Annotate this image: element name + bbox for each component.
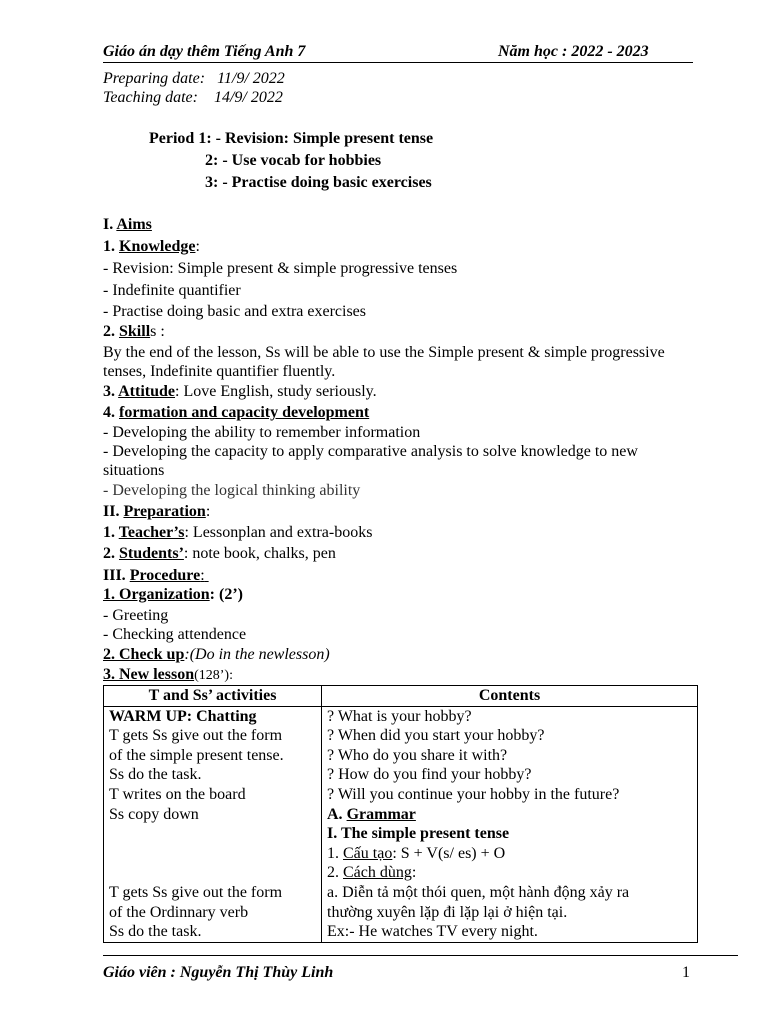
- activity-line: T gets Ss give out the form: [109, 883, 283, 901]
- header-right: Năm học : 2022 - 2023: [498, 43, 649, 60]
- formation-item: situations: [103, 462, 165, 479]
- spacer: [109, 863, 321, 883]
- formation-item: - Developing the capacity to apply comparative analysis to solve knowledge to new: [103, 443, 638, 460]
- skills-heading: 2. Skills :: [103, 323, 165, 340]
- table-row: [104, 706, 698, 942]
- period-line-3: 3: - Practise doing basic exercises: [205, 174, 432, 191]
- tense-heading: I. The simple present tense: [327, 825, 510, 843]
- knowledge-item: - Practise doing basic and extra exercises: [103, 303, 367, 320]
- organization-title: 1. Organization: [103, 586, 210, 603]
- footer-teacher: Giáo viên : Nguyễn Thị Thùy Linh: [103, 964, 334, 981]
- grammar-heading: A. Grammar: [327, 805, 416, 823]
- page-number: 1: [682, 964, 690, 981]
- teaching-value: 14/9/ 2022: [213, 89, 283, 106]
- knowledge-item: - Indefinite quantifier: [103, 282, 241, 299]
- use-description-line: thường xuyên lặp đi lặp lại ở hiện tại.: [327, 903, 568, 921]
- col-contents-header: Contents: [322, 686, 698, 707]
- activity-line: T writes on the board: [109, 785, 246, 803]
- spacer: [109, 844, 321, 864]
- activity-line: of the Ordinnary verb: [109, 903, 249, 921]
- question-line: ? What is your hobby?: [327, 707, 472, 725]
- knowledge-heading: 1. Knowledge:: [103, 238, 200, 255]
- question-line: ? How do you find your hobby?: [327, 766, 532, 784]
- preparing-date: [103, 70, 285, 88]
- checkup-title: 2. Check up: [103, 646, 185, 663]
- preparation-title: Preparation: [123, 503, 206, 520]
- activity-line: Ss do the task.: [109, 923, 202, 941]
- header-rule: [103, 62, 693, 63]
- use-line: 2. Cách dùng:: [327, 864, 417, 882]
- spacer: [109, 824, 321, 844]
- organization-item: - Greeting: [103, 607, 169, 624]
- skills-title: Skill: [119, 323, 151, 340]
- warmup-title: WARM UP: Chatting: [109, 707, 257, 725]
- teacher-line: 1. Teacher’s: Lessonplan and extra-books: [103, 524, 373, 541]
- teaching-label: Teaching date:: [103, 89, 198, 106]
- organization-item: - Checking attendence: [103, 626, 247, 643]
- lesson-table: [103, 685, 698, 943]
- teacher-title: Teacher’s: [118, 524, 185, 541]
- question-line: ? When did you start your hobby?: [327, 727, 545, 745]
- skills-text-line-2: tenses, Indefinite quantifier fluently.: [103, 363, 336, 380]
- attitude-line: 3. Attitude: Love English, study seriously.: [103, 383, 377, 400]
- example-line: Ex:- He watches TV every night.: [327, 923, 538, 941]
- attitude-title: Attitude: [118, 383, 176, 400]
- knowledge-title: Knowledge: [119, 238, 196, 255]
- table-header-row: [104, 686, 698, 707]
- organization-heading: 1. Organization: (2’): [103, 586, 243, 603]
- activities-cell: [104, 706, 322, 942]
- aims-title: Aims: [116, 216, 152, 233]
- knowledge-item: - Revision: Simple present & simple progressive tenses: [103, 260, 458, 277]
- use-description-line: a. Diễn tả một thói quen, một hành động xảy ra: [327, 883, 630, 901]
- aims-heading: I. Aims: [103, 216, 152, 233]
- formation-heading: 4. formation and capacity development: [103, 404, 370, 421]
- new-lesson-title: 3. New lesson: [103, 666, 195, 683]
- form-line: 1. Cấu tạo: S + V(s/ es) + O: [327, 844, 506, 862]
- activity-line: T gets Ss give out the form: [109, 727, 283, 745]
- col-activities-header: T and Ss’ activities: [104, 686, 322, 707]
- preparing-label: Preparing date:: [103, 70, 206, 87]
- students-line: 2. Students’: note book, chalks, pen: [103, 545, 336, 562]
- formation-item: - Developing the logical thinking ability: [103, 482, 361, 499]
- preparing-value: 11/9/ 2022: [217, 70, 285, 87]
- new-lesson-heading: 3. New lesson(128’):: [103, 666, 233, 683]
- header-left: Giáo án dạy thêm Tiếng Anh 7: [103, 43, 306, 60]
- question-line: ? Who do you share it with?: [327, 746, 508, 764]
- activity-line: Ss copy down: [109, 805, 199, 823]
- procedure-heading: III. Procedure:: [103, 567, 205, 584]
- period-line-2: 2: - Use vocab for hobbies: [205, 152, 382, 169]
- preparation-heading: II. Preparation:: [103, 503, 211, 520]
- skills-text-line-1: By the end of the lesson, Ss will be able to use the Simple present & simple progressive: [103, 344, 665, 361]
- teaching-date: [103, 89, 283, 107]
- contents-cell: [322, 706, 698, 942]
- procedure-title: Procedure: [129, 567, 201, 584]
- students-title: Students’: [119, 545, 184, 562]
- activity-line: Ss do the task.: [109, 766, 202, 784]
- checkup-heading: 2. Check up:(Do in the newlesson): [103, 646, 330, 663]
- footer-rule: [103, 955, 738, 956]
- activity-line: of the simple present tense.: [109, 746, 284, 764]
- formation-item: - Developing the ability to remember information: [103, 424, 421, 441]
- period-line-1: Period 1: - Revision: Simple present tense: [149, 130, 434, 147]
- question-line: ? Will you continue your hobby in the future?: [327, 785, 620, 803]
- formation-title: formation and capacity development: [119, 404, 370, 421]
